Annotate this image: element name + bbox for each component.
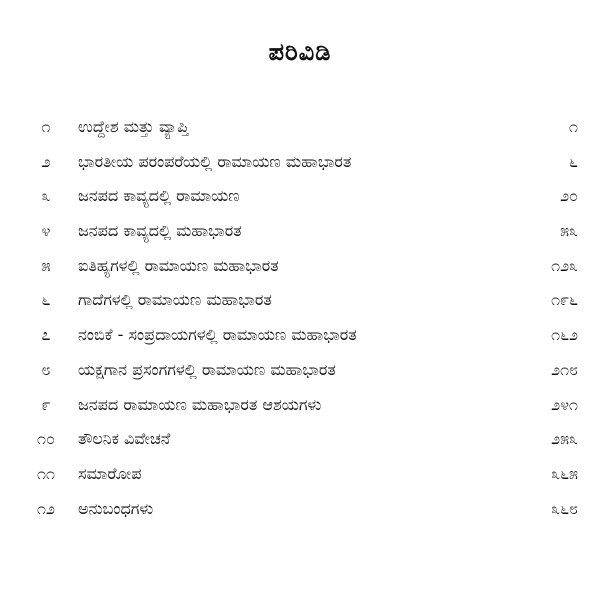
toc-chapter-number: ೧೦ bbox=[37, 429, 55, 449]
toc-chapter-title: ಐತಿಹ್ಯಗಳಲ್ಲಿ ರಾಮಾಯಣ ಮಹಾಭಾರತ bbox=[78, 255, 279, 275]
toc-entry bbox=[0, 251, 600, 286]
toc-entry bbox=[0, 459, 600, 494]
toc-page-number: ೨೦ bbox=[560, 186, 578, 206]
toc-page-number: ೧೨೩ bbox=[551, 255, 578, 275]
toc-entry bbox=[0, 181, 600, 216]
toc-chapter-number: ೯ bbox=[41, 394, 51, 414]
toc-page-number: ೨೪೧ bbox=[551, 394, 578, 414]
toc-entry bbox=[0, 147, 600, 182]
toc-page-number: ೨೫೩ bbox=[551, 429, 578, 449]
toc-page-number: ೨೧೮ bbox=[551, 359, 578, 379]
toc-chapter-title: ಉದ್ದೇಶ ಮತ್ತು ವ್ಯಾಪ್ತಿ bbox=[78, 117, 189, 136]
toc-page-number: ೬ bbox=[569, 151, 578, 171]
toc-chapter-title: ಸಮಾರೋಪ bbox=[78, 463, 142, 483]
toc-entry bbox=[0, 320, 600, 355]
toc-chapter-title: ಜನಪದ ಕಾವ್ಯದಲ್ಲಿ ರಾಮಾಯಣ bbox=[78, 186, 240, 206]
toc-entry bbox=[0, 494, 600, 529]
toc-chapter-number: ೧೧ bbox=[37, 463, 55, 483]
toc-chapter-number: ೧೨ bbox=[37, 498, 55, 518]
toc-chapter-number: ೪ bbox=[41, 221, 51, 241]
toc-page-number: ೫೩ bbox=[560, 221, 578, 241]
toc-page-number: ೩೬೮ bbox=[551, 498, 578, 518]
toc-chapter-title: ಭಾರತೀಯ ಪರಂಪರೆಯಲ್ಲಿ ರಾಮಾಯಣ ಮಹಾಭಾರತ bbox=[78, 151, 352, 171]
table-of-contents bbox=[0, 112, 600, 528]
toc-entry bbox=[0, 285, 600, 320]
toc-entry bbox=[0, 112, 600, 147]
toc-chapter-number: ೭ bbox=[41, 325, 51, 345]
toc-chapter-title: ಅನುಬಂಧಗಳು bbox=[78, 498, 154, 518]
toc-chapter-title: ಜನಪದ ರಾಮಾಯಣ ಮಹಾಭಾರತ ಆಶಯಗಳು bbox=[78, 394, 322, 414]
toc-page-number: ೧೬೨ bbox=[551, 325, 578, 345]
toc-chapter-title: ಯಕ್ಷಗಾನ ಪ್ರಸಂಗಗಳಲ್ಲಿ ರಾಮಾಯಣ ಮಹಾಭಾರತ bbox=[78, 359, 336, 379]
toc-page-number: ೧೯೬ bbox=[551, 290, 578, 310]
toc-page-number: ೩೬೫ bbox=[551, 463, 578, 483]
toc-chapter-number: ೨ bbox=[41, 151, 51, 171]
toc-chapter-title: ಗಾದೆಗಳಲ್ಲಿ ರಾಮಾಯಣ ಮಹಾಭಾರತ bbox=[78, 290, 272, 310]
toc-chapter-number: ೮ bbox=[41, 359, 51, 379]
toc-chapter-number: ೫ bbox=[41, 255, 51, 275]
toc-page-number: ೧ bbox=[569, 117, 578, 136]
toc-entry bbox=[0, 390, 600, 425]
toc-chapter-title: ತೌಲನಿಕ ವಿವೇಚನೆ bbox=[78, 429, 171, 449]
toc-chapter-number: ೩ bbox=[41, 186, 51, 206]
toc-entry bbox=[0, 216, 600, 251]
toc-chapter-title: ಜನಪದ ಕಾವ್ಯದಲ್ಲಿ ಮಹಾಭಾರತ bbox=[78, 221, 242, 241]
toc-chapter-number: ೬ bbox=[41, 290, 51, 310]
toc-entry bbox=[0, 424, 600, 459]
toc-entry bbox=[0, 355, 600, 390]
toc-chapter-number: ೧ bbox=[41, 117, 51, 136]
page-title: ಪರಿವಿಡಿ bbox=[268, 38, 332, 66]
toc-chapter-title: ನಂಬಿಕೆ - ಸಂಪ್ರದಾಯಗಳಲ್ಲಿ ರಾಮಾಯಣ ಮಹಾಭಾರತ bbox=[78, 325, 357, 345]
